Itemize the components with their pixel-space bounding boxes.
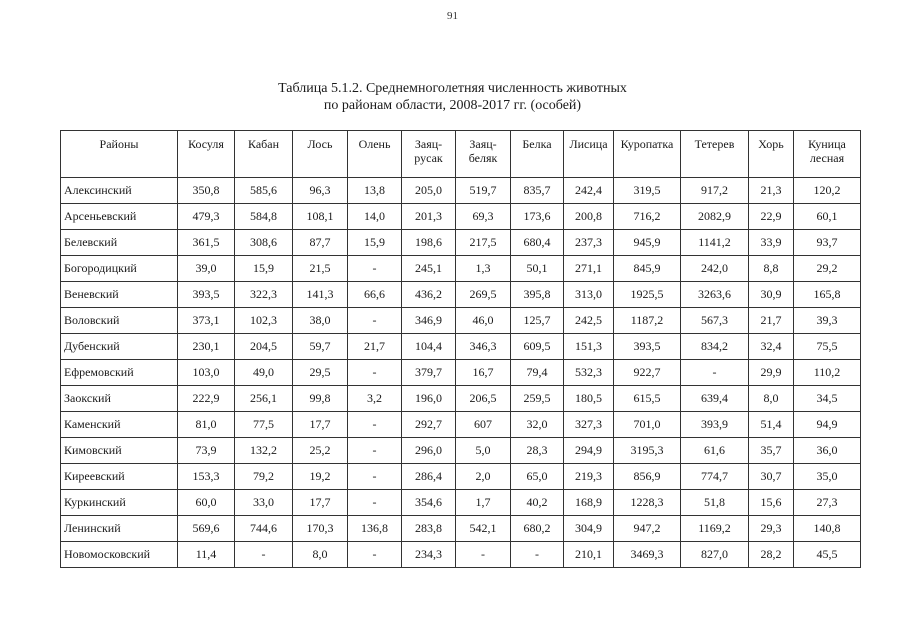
table-cell: 436,2: [402, 282, 456, 308]
header-line-1: Тетерев: [694, 137, 735, 151]
table-row: [61, 490, 861, 516]
header-cell: [402, 131, 456, 178]
header-line-2: лесная: [809, 151, 845, 165]
table-cell: 319,5: [614, 178, 681, 204]
table-cell: 60,1: [794, 204, 861, 230]
table-cell: 140,8: [794, 516, 861, 542]
table-cell: 680,2: [511, 516, 564, 542]
table-cell: 354,6: [402, 490, 456, 516]
table-cell: 286,4: [402, 464, 456, 490]
header-line-1: Лось: [307, 137, 333, 151]
header-line-1: Заяц-: [469, 137, 497, 151]
table-cell: 210,1: [564, 542, 614, 568]
caption-line-2: по районам области, 2008-2017 гг. (особей): [323, 98, 582, 113]
table-cell: 110,2: [794, 360, 861, 386]
district-name: Белевский: [61, 230, 178, 256]
district-name: Арсеньевский: [61, 204, 178, 230]
table-cell: 165,8: [794, 282, 861, 308]
table-cell: 361,5: [178, 230, 235, 256]
table-cell: 66,6: [348, 282, 402, 308]
table-cell: 200,8: [564, 204, 614, 230]
table-cell: 242,4: [564, 178, 614, 204]
table-cell: 296,0: [402, 438, 456, 464]
header-line-1: Кабан: [247, 137, 280, 151]
district-name: Воловский: [61, 308, 178, 334]
table-cell: 39,3: [794, 308, 861, 334]
table-cell: 532,3: [564, 360, 614, 386]
table-caption: [0, 80, 905, 114]
table-cell: 1187,2: [614, 308, 681, 334]
table-cell: 30,9: [749, 282, 794, 308]
table-cell: 834,2: [681, 334, 749, 360]
table-row: [61, 360, 861, 386]
header-line-1: Хорь: [758, 137, 784, 151]
table-cell: 81,0: [178, 412, 235, 438]
table-cell: 2,0: [456, 464, 511, 490]
district-name: Каменский: [61, 412, 178, 438]
table-cell: 32,0: [511, 412, 564, 438]
district-name: Новомосковский: [61, 542, 178, 568]
table-cell: 180,5: [564, 386, 614, 412]
table-cell: 395,8: [511, 282, 564, 308]
table-cell: 15,9: [235, 256, 293, 282]
table-cell: 87,7: [293, 230, 348, 256]
district-name: Куркинский: [61, 490, 178, 516]
table-row: [61, 308, 861, 334]
table-cell: 271,1: [564, 256, 614, 282]
table-cell: 283,8: [402, 516, 456, 542]
table-cell: 75,5: [794, 334, 861, 360]
table-cell: 256,1: [235, 386, 293, 412]
table-cell: 27,3: [794, 490, 861, 516]
table-cell: 104,4: [402, 334, 456, 360]
table-cell: 32,4: [749, 334, 794, 360]
table-cell: 22,9: [749, 204, 794, 230]
table-cell: 21,7: [749, 308, 794, 334]
table-cell: 206,5: [456, 386, 511, 412]
header-cell: [614, 131, 681, 178]
table-cell: 125,7: [511, 308, 564, 334]
table-cell: 15,9: [348, 230, 402, 256]
district-name: Алексинский: [61, 178, 178, 204]
header-cell: [456, 131, 511, 178]
table-cell: 313,0: [564, 282, 614, 308]
table-cell: 14,0: [348, 204, 402, 230]
table-cell: 701,0: [614, 412, 681, 438]
table-cell: 29,2: [794, 256, 861, 282]
table-row: [61, 230, 861, 256]
table-row: [61, 438, 861, 464]
table-cell: 33,0: [235, 490, 293, 516]
table-cell: 8,0: [293, 542, 348, 568]
district-name: Кимовский: [61, 438, 178, 464]
table-cell: 8,0: [749, 386, 794, 412]
table-cell: 39,0: [178, 256, 235, 282]
header-cell: [348, 131, 402, 178]
table-row: [61, 542, 861, 568]
table-cell: 29,5: [293, 360, 348, 386]
table-cell: -: [511, 542, 564, 568]
table-cell: 46,0: [456, 308, 511, 334]
animal-population-table: [60, 130, 861, 568]
table-header-row: [61, 131, 861, 178]
header-line-1: Заяц-: [414, 137, 443, 151]
table-cell: 170,3: [293, 516, 348, 542]
header-cell: [235, 131, 293, 178]
table-cell: 1925,5: [614, 282, 681, 308]
table-cell: 204,5: [235, 334, 293, 360]
table-cell: 16,7: [456, 360, 511, 386]
table-cell: 77,5: [235, 412, 293, 438]
table-cell: 93,7: [794, 230, 861, 256]
district-name: Ефремовский: [61, 360, 178, 386]
table-cell: 922,7: [614, 360, 681, 386]
table-cell: 222,9: [178, 386, 235, 412]
table-cell: 1,3: [456, 256, 511, 282]
table-cell: 50,1: [511, 256, 564, 282]
table-row: [61, 178, 861, 204]
table-cell: 393,9: [681, 412, 749, 438]
table-cell: 584,8: [235, 204, 293, 230]
table-cell: 856,9: [614, 464, 681, 490]
table-cell: 136,8: [348, 516, 402, 542]
header-line-1: Косуля: [188, 137, 224, 151]
table-cell: 269,5: [456, 282, 511, 308]
table-cell: 609,5: [511, 334, 564, 360]
district-name: Веневский: [61, 282, 178, 308]
table-cell: 567,3: [681, 308, 749, 334]
table-cell: 744,6: [235, 516, 293, 542]
table-cell: 2082,9: [681, 204, 749, 230]
table-cell: 28,3: [511, 438, 564, 464]
table-cell: 73,9: [178, 438, 235, 464]
header-line-1: Куница: [808, 137, 846, 151]
table-cell: 13,8: [348, 178, 402, 204]
header-district: [61, 131, 178, 178]
table-row: [61, 386, 861, 412]
table-cell: 28,2: [749, 542, 794, 568]
table-cell: -: [456, 542, 511, 568]
table-cell: 168,9: [564, 490, 614, 516]
table-cell: 917,2: [681, 178, 749, 204]
table-cell: 607: [456, 412, 511, 438]
table-cell: 33,9: [749, 230, 794, 256]
table-cell: 102,3: [235, 308, 293, 334]
table-cell: -: [348, 464, 402, 490]
table-cell: -: [348, 256, 402, 282]
header-line-1: Куропатка: [620, 137, 674, 151]
table-cell: 242,0: [681, 256, 749, 282]
header-line-2: русак: [414, 151, 443, 165]
header-line-2: беляк: [468, 151, 498, 165]
table-cell: -: [348, 542, 402, 568]
caption-line-1: Таблица 5.1.2. Среднемноголетняя численность животных: [278, 81, 627, 96]
table-cell: 108,1: [293, 204, 348, 230]
table-cell: 21,5: [293, 256, 348, 282]
table-cell: 153,3: [178, 464, 235, 490]
table-cell: 827,0: [681, 542, 749, 568]
table-cell: 120,2: [794, 178, 861, 204]
table-cell: 292,7: [402, 412, 456, 438]
table-cell: 201,3: [402, 204, 456, 230]
table-cell: 99,8: [293, 386, 348, 412]
table-cell: 35,0: [794, 464, 861, 490]
table-cell: 79,4: [511, 360, 564, 386]
table-cell: 304,9: [564, 516, 614, 542]
table-row: [61, 256, 861, 282]
table-cell: 237,3: [564, 230, 614, 256]
table-cell: 245,1: [402, 256, 456, 282]
table-cell: 8,8: [749, 256, 794, 282]
table-cell: 322,3: [235, 282, 293, 308]
table-cell: 230,1: [178, 334, 235, 360]
table-cell: 141,3: [293, 282, 348, 308]
table-cell: 1,7: [456, 490, 511, 516]
table-cell: 3195,3: [614, 438, 681, 464]
table-row: [61, 204, 861, 230]
table-cell: 21,7: [348, 334, 402, 360]
table-cell: 59,7: [293, 334, 348, 360]
table-cell: 519,7: [456, 178, 511, 204]
table-cell: 3469,3: [614, 542, 681, 568]
table-cell: 60,0: [178, 490, 235, 516]
table-cell: 259,5: [511, 386, 564, 412]
table-cell: 196,0: [402, 386, 456, 412]
table-cell: 51,4: [749, 412, 794, 438]
table-cell: 69,3: [456, 204, 511, 230]
table-cell: 19,2: [293, 464, 348, 490]
table-cell: 585,6: [235, 178, 293, 204]
table-cell: 479,3: [178, 204, 235, 230]
table-cell: 3,2: [348, 386, 402, 412]
header-cell: [749, 131, 794, 178]
table-cell: 3263,6: [681, 282, 749, 308]
table-cell: 5,0: [456, 438, 511, 464]
table-cell: -: [348, 438, 402, 464]
table-cell: 61,6: [681, 438, 749, 464]
table-cell: 21,3: [749, 178, 794, 204]
table-cell: 393,5: [614, 334, 681, 360]
table-cell: -: [681, 360, 749, 386]
district-name: Ленинский: [61, 516, 178, 542]
table-cell: 774,7: [681, 464, 749, 490]
table-cell: 379,7: [402, 360, 456, 386]
table-cell: 639,4: [681, 386, 749, 412]
table-row: [61, 516, 861, 542]
table-cell: 945,9: [614, 230, 681, 256]
table-cell: 845,9: [614, 256, 681, 282]
header-line-1: Районы: [99, 137, 139, 151]
header-cell: [178, 131, 235, 178]
table-cell: 205,0: [402, 178, 456, 204]
table-cell: -: [235, 542, 293, 568]
table-cell: 542,1: [456, 516, 511, 542]
table-cell: -: [348, 308, 402, 334]
header-cell: [511, 131, 564, 178]
table-cell: 40,2: [511, 490, 564, 516]
table-cell: 96,3: [293, 178, 348, 204]
table-cell: -: [348, 360, 402, 386]
district-name: Дубенский: [61, 334, 178, 360]
table-cell: 350,8: [178, 178, 235, 204]
table-row: [61, 282, 861, 308]
table-cell: 242,5: [564, 308, 614, 334]
district-name: Заокский: [61, 386, 178, 412]
table-cell: -: [348, 490, 402, 516]
table-cell: 49,0: [235, 360, 293, 386]
header-cell: [564, 131, 614, 178]
table-cell: 29,9: [749, 360, 794, 386]
table-cell: 615,5: [614, 386, 681, 412]
table-cell: 716,2: [614, 204, 681, 230]
table-cell: 569,6: [178, 516, 235, 542]
table-cell: 51,8: [681, 490, 749, 516]
table-cell: 294,9: [564, 438, 614, 464]
table-cell: 680,4: [511, 230, 564, 256]
header-cell: [293, 131, 348, 178]
district-name: Богородицкий: [61, 256, 178, 282]
table-cell: 835,7: [511, 178, 564, 204]
header-line-1: Олень: [358, 137, 391, 151]
table-cell: 132,2: [235, 438, 293, 464]
table-cell: 198,6: [402, 230, 456, 256]
table-cell: 94,9: [794, 412, 861, 438]
page-number: 91: [447, 10, 458, 22]
table-row: [61, 334, 861, 360]
table-row: [61, 412, 861, 438]
table-cell: 234,3: [402, 542, 456, 568]
table-cell: 1228,3: [614, 490, 681, 516]
district-name: Киреевский: [61, 464, 178, 490]
table-cell: 1141,2: [681, 230, 749, 256]
table-cell: 65,0: [511, 464, 564, 490]
table-row: [61, 464, 861, 490]
table-cell: 17,7: [293, 412, 348, 438]
table-cell: 219,3: [564, 464, 614, 490]
table-cell: 35,7: [749, 438, 794, 464]
table-cell: 373,1: [178, 308, 235, 334]
table-cell: 79,2: [235, 464, 293, 490]
table-cell: 11,4: [178, 542, 235, 568]
table-cell: 45,5: [794, 542, 861, 568]
table-cell: 30,7: [749, 464, 794, 490]
table-cell: 29,3: [749, 516, 794, 542]
table-cell: 947,2: [614, 516, 681, 542]
table-cell: 25,2: [293, 438, 348, 464]
table-cell: 103,0: [178, 360, 235, 386]
table-cell: 393,5: [178, 282, 235, 308]
table-cell: 38,0: [293, 308, 348, 334]
table-cell: 346,9: [402, 308, 456, 334]
header-line-1: Лисица: [569, 137, 608, 151]
table-cell: 17,7: [293, 490, 348, 516]
table-cell: -: [348, 412, 402, 438]
header-cell: [794, 131, 861, 178]
table-cell: 217,5: [456, 230, 511, 256]
table-cell: 36,0: [794, 438, 861, 464]
table-cell: 15,6: [749, 490, 794, 516]
table-cell: 1169,2: [681, 516, 749, 542]
table-cell: 34,5: [794, 386, 861, 412]
header-cell: [681, 131, 749, 178]
header-line-1: Белка: [522, 137, 552, 151]
table-cell: 151,3: [564, 334, 614, 360]
table-cell: 327,3: [564, 412, 614, 438]
table-cell: 346,3: [456, 334, 511, 360]
table-cell: 308,6: [235, 230, 293, 256]
table-cell: 173,6: [511, 204, 564, 230]
